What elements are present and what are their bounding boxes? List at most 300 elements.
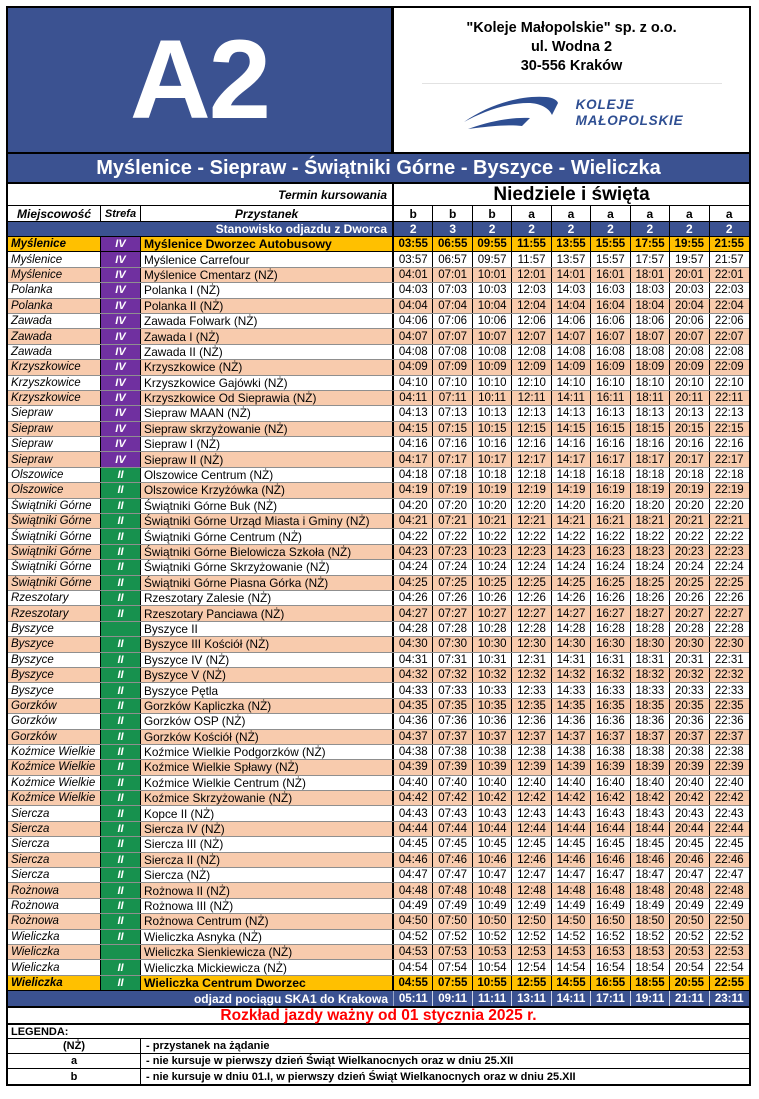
time-cell: 18:21 [631, 514, 670, 528]
table-row [8, 376, 749, 391]
termin-row [8, 184, 749, 206]
time-cell: 22:52 [714, 930, 744, 943]
time-cell: 16:28 [591, 622, 630, 636]
table-row [8, 883, 749, 898]
table-row [8, 745, 749, 760]
time-cell: 20:32 [670, 668, 709, 682]
place-cell: Siercza [8, 868, 101, 882]
time-cell: 22:47 [714, 869, 744, 882]
place-cell: Koźmice Wielkie [8, 760, 101, 774]
time-cell: 22:24 [714, 561, 744, 574]
stop-name-cell: Siercza (NŻ) [141, 868, 394, 882]
time-cell: 22:16 [714, 438, 744, 451]
stop-name-cell: Siepraw skrzyżowanie (NŻ) [141, 422, 394, 436]
time-cell: 22:37 [714, 730, 744, 743]
time-cell: 07:54 [433, 960, 472, 974]
place-cell: Siepraw [8, 422, 101, 436]
time-cell: 10:53 [473, 945, 512, 959]
time-cell: 16:18 [591, 468, 630, 482]
time-cell: 16:09 [591, 360, 630, 374]
time-cell: 20:37 [670, 730, 709, 744]
time-cell: 19:55 [670, 237, 709, 251]
time-cell: 18:33 [631, 683, 670, 697]
time-cell: 18:18 [631, 468, 670, 482]
time-cell: 20:46 [670, 853, 709, 867]
stop-name-cell: Polanka II (NŻ) [141, 299, 394, 313]
time-cell: 12:18 [512, 468, 551, 482]
place-cell: Olszowice [8, 483, 101, 497]
time-cell: 07:21 [433, 514, 472, 528]
time-cell: 07:18 [433, 468, 472, 482]
time-cell: 20:24 [670, 560, 709, 574]
time-cell: 20:38 [670, 745, 709, 759]
time-cell: 10:23 [473, 545, 512, 559]
time-cell: 04:43 [394, 806, 433, 820]
time-cell: 18:03 [631, 283, 670, 297]
time-cell: 20:53 [670, 945, 709, 959]
time-cell: 07:13 [433, 406, 472, 420]
time-cell: 14:04 [552, 299, 591, 313]
time-cell: 17:55 [631, 237, 670, 251]
time-cell: 04:16 [394, 437, 433, 451]
time-cell: 20:09 [670, 360, 709, 374]
time-cell: 10:10 [473, 376, 512, 390]
place-cell: Świątniki Górne [8, 560, 101, 574]
place-cell: Rożnowa [8, 914, 101, 928]
time-cell: 22:38 [714, 746, 744, 759]
place-cell: Siercza [8, 822, 101, 836]
zone-badge: IV [101, 314, 141, 328]
time-cell: 18:06 [631, 314, 670, 328]
logo-text [576, 97, 684, 129]
time-cell: 22:55 [714, 976, 744, 989]
time-cell: 14:13 [552, 406, 591, 420]
time-cell: 09:55 [473, 237, 512, 251]
time-cell: 12:43 [512, 806, 551, 820]
time-cell: 20:23 [670, 545, 709, 559]
time-cell: 22:20 [714, 499, 744, 512]
time-cell: 04:40 [394, 776, 433, 790]
time-cell: 22:50 [714, 915, 744, 928]
time-cell: 12:46 [512, 853, 551, 867]
time-cell: 10:17 [473, 452, 512, 466]
time-cell: 16:47 [591, 868, 630, 882]
stop-name-cell: Polanka I (NŻ) [141, 283, 394, 297]
time-cell: 10:20 [473, 499, 512, 513]
time-cell: 20:11 [670, 391, 709, 405]
time-cell: 07:35 [433, 699, 472, 713]
time-cell: 12:39 [512, 760, 551, 774]
table-row [8, 545, 749, 560]
table-row [8, 683, 749, 698]
time-cell: 20:21 [670, 514, 709, 528]
line-code: A2 [129, 17, 270, 142]
ska-row [8, 991, 749, 1006]
time-cell: 12:19 [512, 483, 551, 497]
time-cell: 12:17 [512, 452, 551, 466]
stop-name-cell: Myślenice Dworzec Autobusowy [141, 237, 394, 251]
place-cell: Myślenice [8, 237, 101, 251]
table-row [8, 237, 749, 252]
zone-badge: II [101, 822, 141, 836]
time-cell: 16:30 [591, 637, 630, 651]
time-cell: 07:42 [433, 791, 472, 805]
time-cell: 20:31 [670, 653, 709, 667]
note-letter-cell: a [670, 206, 709, 221]
time-cell: 12:53 [512, 945, 551, 959]
zone-badge: IV [101, 376, 141, 390]
table-row [8, 329, 749, 344]
time-cell: 04:26 [394, 591, 433, 605]
time-cell: 14:10 [552, 376, 591, 390]
legend-desc: - nie kursuje w pierwszy dzień Świąt Wielkanocnych oraz w dniu 25.XII [146, 1055, 514, 1068]
zone-badge: IV [101, 406, 141, 420]
zone-badge: II [101, 699, 141, 713]
time-cell: 12:33 [512, 683, 551, 697]
time-cell: 14:27 [552, 606, 591, 620]
time-cell: 22:43 [714, 807, 744, 820]
time-cell: 12:01 [512, 268, 551, 282]
zone-badge: II [101, 468, 141, 482]
time-cell: 21:55 [714, 238, 744, 251]
time-cell: 14:42 [552, 791, 591, 805]
time-cell: 16:49 [591, 899, 630, 913]
time-cell: 12:08 [512, 345, 551, 359]
place-cell: Wieliczka [8, 960, 101, 974]
time-cell: 03:57 [394, 252, 433, 266]
time-cell: 10:18 [473, 468, 512, 482]
time-cell: 04:30 [394, 637, 433, 651]
time-cell: 04:54 [394, 960, 433, 974]
zone-badge: II [101, 591, 141, 605]
time-cell: 04:06 [394, 314, 433, 328]
table-row [8, 730, 749, 745]
time-cell: 12:35 [512, 699, 551, 713]
time-cell: 10:49 [473, 899, 512, 913]
table-row [8, 268, 749, 283]
time-cell: 12:23 [512, 545, 551, 559]
table-row [8, 283, 749, 298]
platform-cell: 2 [552, 222, 591, 236]
time-cell: 04:36 [394, 714, 433, 728]
time-cell: 20:16 [670, 437, 709, 451]
time-cell: 22:03 [714, 284, 744, 297]
company-name: "Koleje Małopolskie" sp. z o.o. [466, 20, 677, 36]
time-cell: 10:26 [473, 591, 512, 605]
time-cell: 20:28 [670, 622, 709, 636]
table-row [8, 391, 749, 406]
time-cell: 16:26 [591, 591, 630, 605]
place-cell: Polanka [8, 283, 101, 297]
table-row [8, 437, 749, 452]
time-cell: 04:31 [394, 653, 433, 667]
ska-time-cell: 21:11 [670, 991, 709, 1006]
note-letter-cell: a [512, 206, 551, 221]
platform-cell: 2 [394, 222, 433, 236]
time-cell: 12:26 [512, 591, 551, 605]
time-cell: 04:15 [394, 422, 433, 436]
table-row [8, 806, 749, 821]
time-cell: 07:22 [433, 529, 472, 543]
time-cell: 20:15 [670, 422, 709, 436]
zone-badge: II [101, 514, 141, 528]
place-cell: Wieliczka [8, 930, 101, 944]
time-cell: 04:03 [394, 283, 433, 297]
time-cell: 14:31 [552, 653, 591, 667]
stop-name-cell: Olszowice Centrum (NŻ) [141, 468, 394, 482]
time-cell: 22:15 [714, 422, 744, 435]
time-cell: 20:10 [670, 376, 709, 390]
platform-cell: 2 [512, 222, 551, 236]
place-cell: Krzyszkowice [8, 376, 101, 390]
place-cell: Koźmice Wielkie [8, 791, 101, 805]
company-logo [422, 83, 722, 135]
time-cell: 16:39 [591, 760, 630, 774]
zone-badge: IV [101, 268, 141, 282]
time-cell: 16:40 [591, 776, 630, 790]
time-cell: 16:13 [591, 406, 630, 420]
table-row [8, 514, 749, 529]
time-cell: 22:25 [714, 576, 744, 589]
time-cell: 04:37 [394, 730, 433, 744]
table-row [8, 653, 749, 668]
zone-badge: IV [101, 283, 141, 297]
time-cell: 18:37 [631, 730, 670, 744]
time-cell: 10:07 [473, 329, 512, 343]
time-cell: 22:36 [714, 715, 744, 728]
time-cell: 10:25 [473, 576, 512, 590]
time-cell: 10:06 [473, 314, 512, 328]
place-cell: Siepraw [8, 452, 101, 466]
time-cell: 14:18 [552, 468, 591, 482]
zone-badge: II [101, 545, 141, 559]
service-period: Niedziele i święta [493, 184, 650, 205]
time-cell: 16:54 [591, 960, 630, 974]
place-cell: Rożnowa [8, 899, 101, 913]
time-cell: 18:16 [631, 437, 670, 451]
time-cell: 22:33 [714, 684, 744, 697]
time-cell: 07:01 [433, 268, 472, 282]
time-cell: 12:49 [512, 899, 551, 913]
time-cell: 20:07 [670, 329, 709, 343]
time-cell: 18:15 [631, 422, 670, 436]
time-cell: 04:55 [394, 976, 433, 990]
time-cell: 07:33 [433, 683, 472, 697]
time-cell: 16:31 [591, 653, 630, 667]
legend-key: (NŻ) [8, 1039, 141, 1053]
ska-time-cell: 13:11 [512, 991, 551, 1006]
legend-body [8, 1039, 749, 1084]
time-cell: 22:07 [714, 330, 744, 343]
table-row [8, 483, 749, 498]
place-cell: Rzeszotary [8, 591, 101, 605]
place-cell: Rożnowa [8, 883, 101, 897]
time-cell: 09:57 [473, 252, 512, 266]
place-cell: Krzyszkowice [8, 360, 101, 374]
time-cell: 16:25 [591, 576, 630, 590]
place-cell: Gorzków [8, 699, 101, 713]
time-cell: 20:39 [670, 760, 709, 774]
time-cell: 22:45 [714, 838, 744, 851]
zone-badge [101, 945, 141, 959]
legend-row [8, 1069, 749, 1084]
time-cell: 10:44 [473, 822, 512, 836]
platform-cell: 2 [631, 222, 670, 236]
time-cell: 04:07 [394, 329, 433, 343]
time-cell: 16:46 [591, 853, 630, 867]
platform-cell: 2 [725, 222, 733, 236]
table-row [8, 868, 749, 883]
time-cell: 20:06 [670, 314, 709, 328]
time-cell: 22:13 [714, 407, 744, 420]
column-header-przystanek: Przystanek [141, 206, 394, 221]
validity-note: Rozkład jazdy ważny od 01 stycznia 2025 r. [8, 1006, 749, 1025]
table-row [8, 853, 749, 868]
stop-name-cell: Zawada I (NŻ) [141, 329, 394, 343]
stop-name-cell: Byszyce IV (NŻ) [141, 653, 394, 667]
time-cell: 14:43 [552, 806, 591, 820]
time-cell: 14:40 [552, 776, 591, 790]
platform-cell: 2 [591, 222, 630, 236]
time-cell: 12:36 [512, 714, 551, 728]
time-cell: 14:08 [552, 345, 591, 359]
time-cell: 14:35 [552, 699, 591, 713]
time-cell: 14:50 [552, 914, 591, 928]
time-cell: 16:20 [591, 499, 630, 513]
time-cell: 04:52 [394, 930, 433, 944]
table-row [8, 899, 749, 914]
time-cell: 10:55 [473, 976, 512, 990]
time-cell: 07:23 [433, 545, 472, 559]
time-cell: 14:55 [552, 976, 591, 990]
note-letter-cell: a [631, 206, 670, 221]
time-cell: 04:33 [394, 683, 433, 697]
place-cell: Gorzków [8, 714, 101, 728]
place-cell: Zawada [8, 345, 101, 359]
time-cell: 15:55 [591, 237, 630, 251]
note-letter-cell: a [725, 206, 733, 221]
time-cell: 22:39 [714, 761, 744, 774]
time-cell: 18:54 [631, 960, 670, 974]
stop-name-cell: Koźmice Wielkie Podgorzków (NŻ) [141, 745, 394, 759]
time-cell: 22:18 [714, 469, 744, 482]
note-letter-cell: b [433, 206, 472, 221]
time-cell: 22:46 [714, 853, 744, 866]
time-cell: 18:30 [631, 637, 670, 651]
time-cell: 22:19 [714, 484, 744, 497]
time-cell: 16:42 [591, 791, 630, 805]
place-cell: Siepraw [8, 406, 101, 420]
time-cell: 14:25 [552, 576, 591, 590]
zone-badge: IV [101, 345, 141, 359]
legend-desc: - przystanek na żądanie [146, 1040, 270, 1053]
time-cell: 16:53 [591, 945, 630, 959]
time-cell: 12:28 [512, 622, 551, 636]
zone-badge: II [101, 499, 141, 513]
time-cell: 16:45 [591, 837, 630, 851]
time-cell: 20:45 [670, 837, 709, 851]
time-cell: 04:48 [394, 883, 433, 897]
time-cell: 12:11 [512, 391, 551, 405]
stop-name-cell: Wieliczka Mickiewicza (NŻ) [141, 960, 394, 974]
stop-name-cell: Gorzków Kościół (NŻ) [141, 730, 394, 744]
time-cell: 07:52 [433, 930, 472, 944]
table-row [8, 822, 749, 837]
time-cell: 18:45 [631, 837, 670, 851]
time-cell: 18:49 [631, 899, 670, 913]
table-row [8, 252, 749, 267]
platform-row [8, 222, 749, 237]
stop-name-cell: Gorzków Kapliczka (NŻ) [141, 699, 394, 713]
time-cell: 22:27 [714, 607, 744, 620]
time-cell: 18:01 [631, 268, 670, 282]
ska-time-cell: 19:11 [631, 991, 670, 1006]
time-cell: 07:32 [433, 668, 472, 682]
stop-name-cell: Krzyszkowice Od Sieprawia (NŻ) [141, 391, 394, 405]
time-cell: 04:08 [394, 345, 433, 359]
time-cell: 12:15 [512, 422, 551, 436]
time-cell: 06:55 [433, 237, 472, 251]
time-cell: 04:17 [394, 452, 433, 466]
time-cell: 07:24 [433, 560, 472, 574]
time-cell: 04:22 [394, 529, 433, 543]
time-cell: 18:39 [631, 760, 670, 774]
zone-badge: II [101, 683, 141, 697]
time-cell: 18:23 [631, 545, 670, 559]
time-cell: 14:32 [552, 668, 591, 682]
time-cell: 04:04 [394, 299, 433, 313]
table-row [8, 345, 749, 360]
legend-title: LEGENDA: [8, 1025, 749, 1039]
place-cell: Zawada [8, 314, 101, 328]
time-cell: 10:30 [473, 637, 512, 651]
stop-name-cell: Byszyce V (NŻ) [141, 668, 394, 682]
time-cell: 20:36 [670, 714, 709, 728]
time-cell: 16:33 [591, 683, 630, 697]
table-row [8, 406, 749, 421]
stop-name-cell: Siepraw MAAN (NŻ) [141, 406, 394, 420]
time-cell: 10:32 [473, 668, 512, 682]
time-cell: 10:46 [473, 853, 512, 867]
stop-name-cell: Koźmice Wielkie Centrum (NŻ) [141, 776, 394, 790]
zone-badge: II [101, 791, 141, 805]
stop-name-cell: Świątniki Górne Piasna Górka (NŻ) [141, 576, 394, 590]
time-cell: 12:47 [512, 868, 551, 882]
line-code-box [8, 8, 394, 152]
stop-name-cell: Myślenice Carrefour [141, 252, 394, 266]
zone-badge: II [101, 668, 141, 682]
place-cell: Siepraw [8, 437, 101, 451]
stop-name-cell: Gorzków OSP (NŻ) [141, 714, 394, 728]
time-cell: 16:38 [591, 745, 630, 759]
time-cell: 07:46 [433, 853, 472, 867]
place-cell: Rzeszotary [8, 606, 101, 620]
time-cell: 20:03 [670, 283, 709, 297]
time-cell: 22:28 [714, 622, 744, 635]
time-cell: 10:54 [473, 960, 512, 974]
termin-label: Termin kursowania [8, 184, 394, 206]
time-cell: 07:43 [433, 806, 472, 820]
table-row [8, 945, 749, 960]
stop-name-cell: Wieliczka Sienkiewicza (NŻ) [141, 945, 394, 959]
time-cell: 07:16 [433, 437, 472, 451]
table-row [8, 422, 749, 437]
legend-row [8, 1054, 749, 1069]
time-cell: 20:42 [670, 791, 709, 805]
platform-cell: 3 [433, 222, 472, 236]
zone-badge: II [101, 653, 141, 667]
time-cell: 16:55 [591, 976, 630, 990]
